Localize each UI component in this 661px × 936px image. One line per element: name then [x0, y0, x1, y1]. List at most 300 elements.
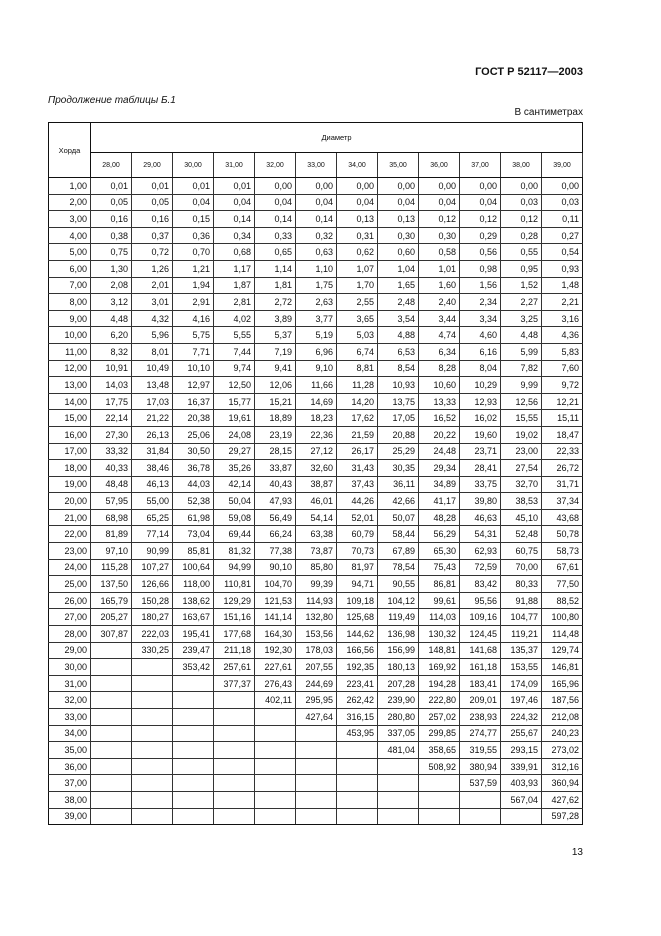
table-cell: 293,15: [501, 742, 542, 759]
table-cell: [173, 742, 214, 759]
table-cell: 44,26: [337, 493, 378, 510]
table-cell: 115,28: [91, 559, 132, 576]
table-cell: [132, 675, 173, 692]
table-cell: 240,23: [542, 725, 583, 742]
table-cell: 38,53: [501, 493, 542, 510]
chord-value-cell: 34,00: [49, 725, 91, 742]
table-cell: 52,48: [501, 526, 542, 543]
table-cell: 1,87: [214, 277, 255, 294]
page-number: 13: [571, 847, 583, 858]
table-cell: 597,28: [542, 808, 583, 825]
table-cell: 110,81: [214, 576, 255, 593]
chord-value-cell: 29,00: [49, 642, 91, 659]
table-cell: 3,44: [419, 310, 460, 327]
table-row: [49, 410, 583, 427]
table-cell: 40,33: [91, 460, 132, 477]
table-cell: 165,96: [542, 675, 583, 692]
table-cell: 58,73: [542, 543, 583, 560]
table-cell: 60,79: [337, 526, 378, 543]
table-cell: 23,19: [255, 426, 296, 443]
table-row: [49, 260, 583, 277]
chord-value-cell: 3,00: [49, 211, 91, 228]
table-cell: [337, 775, 378, 792]
table-cell: 165,79: [91, 592, 132, 609]
table-cell: 1,26: [132, 260, 173, 277]
table-cell: 13,48: [132, 377, 173, 394]
table-cell: 4,36: [542, 327, 583, 344]
table-cell: 19,60: [460, 426, 501, 443]
table-cell: [378, 791, 419, 808]
table-cell: 316,15: [337, 709, 378, 726]
chord-value-cell: 20,00: [49, 493, 91, 510]
table-cell: 5,55: [214, 327, 255, 344]
table-cell: 339,91: [501, 758, 542, 775]
table-cell: 0,00: [255, 178, 296, 195]
table-cell: 0,04: [337, 194, 378, 211]
table-cell: 8,32: [91, 343, 132, 360]
table-cell: 114,03: [419, 609, 460, 626]
table-cell: 52,01: [337, 509, 378, 526]
table-cell: [255, 775, 296, 792]
table-cell: 46,63: [460, 509, 501, 526]
table-cell: 0,62: [337, 244, 378, 261]
table-cell: 38,87: [296, 476, 337, 493]
table-cell: [214, 791, 255, 808]
table-cell: 0,30: [419, 227, 460, 244]
table-cell: 0,65: [255, 244, 296, 261]
table-body: [49, 178, 583, 825]
table-cell: 95,56: [460, 592, 501, 609]
table-cell: 21,59: [337, 426, 378, 443]
table-cell: 299,85: [419, 725, 460, 742]
table-cell: 12,50: [214, 377, 255, 394]
diameter-column-header: 36,00: [419, 153, 460, 178]
table-cell: 26,13: [132, 426, 173, 443]
chord-value-cell: 27,00: [49, 609, 91, 626]
table-cell: 3,12: [91, 294, 132, 311]
table-cell: 17,05: [378, 410, 419, 427]
table-cell: 4,48: [501, 327, 542, 344]
table-cell: 83,42: [460, 576, 501, 593]
table-cell: 8,04: [460, 360, 501, 377]
table-cell: 0,54: [542, 244, 583, 261]
table-cell: 8,28: [419, 360, 460, 377]
table-cell: 15,21: [255, 393, 296, 410]
table-row: [49, 592, 583, 609]
table-cell: 273,02: [542, 742, 583, 759]
diameter-column-header: 34,00: [337, 153, 378, 178]
table-cell: [132, 725, 173, 742]
table-cell: 403,93: [501, 775, 542, 792]
diameter-column-header: 32,00: [255, 153, 296, 178]
table-cell: 73,87: [296, 543, 337, 560]
table-cell: 151,16: [214, 609, 255, 626]
table-cell: 0,04: [296, 194, 337, 211]
table-cell: 295,95: [296, 692, 337, 709]
table-cell: 10,29: [460, 377, 501, 394]
table-cell: 26,72: [542, 460, 583, 477]
table-cell: [91, 675, 132, 692]
chord-value-cell: 5,00: [49, 244, 91, 261]
table-row: [49, 559, 583, 576]
table-cell: 360,94: [542, 775, 583, 792]
table-cell: [296, 808, 337, 825]
table-row: [49, 493, 583, 510]
table-cell: 276,43: [255, 675, 296, 692]
table-cell: 29,34: [419, 460, 460, 477]
table-cell: 11,66: [296, 377, 337, 394]
table-cell: [91, 775, 132, 792]
table-cell: 0,14: [214, 211, 255, 228]
table-cell: 224,32: [501, 709, 542, 726]
table-cell: 0,27: [542, 227, 583, 244]
table-cell: [91, 742, 132, 759]
table-cell: 222,80: [419, 692, 460, 709]
table-cell: 86,81: [419, 576, 460, 593]
table-cell: 380,94: [460, 758, 501, 775]
table-row: [49, 393, 583, 410]
table-cell: 14,03: [91, 377, 132, 394]
table-row: [49, 509, 583, 526]
table-cell: 48,48: [91, 476, 132, 493]
table-cell: 12,56: [501, 393, 542, 410]
table-cell: 2,21: [542, 294, 583, 311]
table-row: [49, 808, 583, 825]
table-cell: 0,00: [296, 178, 337, 195]
table-cell: 166,56: [337, 642, 378, 659]
table-cell: 257,61: [214, 659, 255, 676]
table-cell: 28,15: [255, 443, 296, 460]
table-cell: 3,16: [542, 310, 583, 327]
table-cell: 67,61: [542, 559, 583, 576]
table-cell: 1,56: [460, 277, 501, 294]
table-cell: [132, 775, 173, 792]
table-cell: 50,78: [542, 526, 583, 543]
table-row: [49, 244, 583, 261]
table-cell: 8,54: [378, 360, 419, 377]
table-cell: 43,68: [542, 509, 583, 526]
table-cell: 5,83: [542, 343, 583, 360]
table-row: [49, 377, 583, 394]
table-cell: 68,98: [91, 509, 132, 526]
table-cell: 22,14: [91, 410, 132, 427]
table-cell: 0,36: [173, 227, 214, 244]
table-row: [49, 426, 583, 443]
table-cell: 21,22: [132, 410, 173, 427]
diameter-column-header: 29,00: [132, 153, 173, 178]
table-cell: 77,50: [542, 576, 583, 593]
table-cell: 46,13: [132, 476, 173, 493]
table-cell: 124,45: [460, 626, 501, 643]
table-cell: 104,70: [255, 576, 296, 593]
table-row: [49, 576, 583, 593]
table-cell: 23,71: [460, 443, 501, 460]
table-cell: 2,08: [91, 277, 132, 294]
chord-value-cell: 37,00: [49, 775, 91, 792]
table-cell: 195,41: [173, 626, 214, 643]
table-cell: 177,68: [214, 626, 255, 643]
table-cell: 10,91: [91, 360, 132, 377]
table-cell: 12,21: [542, 393, 583, 410]
table-cell: 56,29: [419, 526, 460, 543]
table-cell: 107,27: [132, 559, 173, 576]
table-cell: 17,03: [132, 393, 173, 410]
table-cell: [378, 808, 419, 825]
table-cell: 88,52: [542, 592, 583, 609]
table-cell: 0,04: [214, 194, 255, 211]
table-cell: [255, 808, 296, 825]
table-cell: 1,52: [501, 277, 542, 294]
table-cell: 1,07: [337, 260, 378, 277]
table-cell: 0,56: [460, 244, 501, 261]
table-cell: [296, 725, 337, 742]
table-cell: 180,13: [378, 659, 419, 676]
table-cell: 118,00: [173, 576, 214, 593]
table-cell: 8,01: [132, 343, 173, 360]
table-cell: 18,47: [542, 426, 583, 443]
table-cell: 262,42: [337, 692, 378, 709]
table-cell: 31,43: [337, 460, 378, 477]
table-cell: 109,16: [460, 609, 501, 626]
table-cell: 207,28: [378, 675, 419, 692]
table-cell: 0,28: [501, 227, 542, 244]
table-cell: 70,73: [337, 543, 378, 560]
table-cell: [419, 775, 460, 792]
table-cell: 156,99: [378, 642, 419, 659]
table-cell: 16,37: [173, 393, 214, 410]
table-cell: 238,93: [460, 709, 501, 726]
table-cell: [132, 808, 173, 825]
table-cell: 67,89: [378, 543, 419, 560]
chord-value-cell: 22,00: [49, 526, 91, 543]
table-cell: 61,98: [173, 509, 214, 526]
table-row: [49, 460, 583, 477]
table-cell: 427,62: [542, 791, 583, 808]
table-cell: [255, 709, 296, 726]
table-cell: 6,96: [296, 343, 337, 360]
table-cell: 0,13: [378, 211, 419, 228]
table-cell: 0,58: [419, 244, 460, 261]
table-cell: 104,77: [501, 609, 542, 626]
table-cell: 36,78: [173, 460, 214, 477]
table-cell: 0,13: [337, 211, 378, 228]
table-cell: 0,55: [501, 244, 542, 261]
table-row: [49, 211, 583, 228]
table-row: [49, 709, 583, 726]
table-row: [49, 626, 583, 643]
table-cell: [91, 808, 132, 825]
table-cell: 0,63: [296, 244, 337, 261]
table-cell: 80,33: [501, 576, 542, 593]
table-cell: 0,37: [132, 227, 173, 244]
table-cell: 9,74: [214, 360, 255, 377]
table-cell: 3,54: [378, 310, 419, 327]
table-cell: 6,74: [337, 343, 378, 360]
table-cell: 0,11: [542, 211, 583, 228]
table-cell: 244,69: [296, 675, 337, 692]
table-cell: 0,38: [91, 227, 132, 244]
chord-value-cell: 15,00: [49, 410, 91, 427]
chord-value-cell: 30,00: [49, 659, 91, 676]
table-cell: 0,75: [91, 244, 132, 261]
chord-value-cell: 14,00: [49, 393, 91, 410]
diameter-column-header: 33,00: [296, 153, 337, 178]
table-cell: 3,34: [460, 310, 501, 327]
diameter-column-header: 30,00: [173, 153, 214, 178]
table-cell: [91, 692, 132, 709]
table-cell: 12,97: [173, 377, 214, 394]
table-cell: 481,04: [378, 742, 419, 759]
table-cell: [214, 692, 255, 709]
table-cell: 5,99: [501, 343, 542, 360]
table-cell: 0,12: [419, 211, 460, 228]
table-cell: [378, 775, 419, 792]
table-cell: [173, 808, 214, 825]
chord-value-cell: 17,00: [49, 443, 91, 460]
table-row: [49, 476, 583, 493]
chord-value-cell: 28,00: [49, 626, 91, 643]
table-cell: [378, 758, 419, 775]
table-cell: 0,00: [378, 178, 419, 195]
table-cell: 3,77: [296, 310, 337, 327]
table-header: [49, 123, 583, 178]
table-cell: 239,90: [378, 692, 419, 709]
table-cell: 1,04: [378, 260, 419, 277]
table-cell: 125,68: [337, 609, 378, 626]
table-cell: 319,55: [460, 742, 501, 759]
table-cell: 24,08: [214, 426, 255, 443]
table-cell: 3,89: [255, 310, 296, 327]
chord-value-cell: 1,00: [49, 178, 91, 195]
table-cell: 0,31: [337, 227, 378, 244]
table-cell: 45,10: [501, 509, 542, 526]
table-cell: 130,32: [419, 626, 460, 643]
table-cell: 169,92: [419, 659, 460, 676]
table-cell: 5,96: [132, 327, 173, 344]
table-cell: 13,75: [378, 393, 419, 410]
table-cell: [214, 775, 255, 792]
table-cell: 4,88: [378, 327, 419, 344]
table-cell: 239,47: [173, 642, 214, 659]
table-cell: [91, 642, 132, 659]
chord-value-cell: 2,00: [49, 194, 91, 211]
table-cell: 274,77: [460, 725, 501, 742]
table-cell: 1,70: [337, 277, 378, 294]
table-cell: 1,01: [419, 260, 460, 277]
table-cell: 9,10: [296, 360, 337, 377]
table-cell: 3,65: [337, 310, 378, 327]
table-cell: 97,10: [91, 543, 132, 560]
table-cell: 137,50: [91, 576, 132, 593]
table-cell: 69,44: [214, 526, 255, 543]
table-cell: 81,32: [214, 543, 255, 560]
table-cell: 2,81: [214, 294, 255, 311]
chord-value-cell: 21,00: [49, 509, 91, 526]
table-cell: 7,71: [173, 343, 214, 360]
table-cell: 0,00: [501, 178, 542, 195]
table-cell: [173, 758, 214, 775]
table-cell: 54,14: [296, 509, 337, 526]
table-cell: 2,91: [173, 294, 214, 311]
diameter-column-header: 28,00: [91, 153, 132, 178]
table-cell: 0,04: [460, 194, 501, 211]
table-cell: 119,21: [501, 626, 542, 643]
table-cell: [296, 791, 337, 808]
table-cell: 508,92: [419, 758, 460, 775]
table-cell: 73,04: [173, 526, 214, 543]
table-cell: 39,80: [460, 493, 501, 510]
table-cell: 81,97: [337, 559, 378, 576]
table-row: [49, 609, 583, 626]
diameter-column-header: 35,00: [378, 153, 419, 178]
table-cell: 19,61: [214, 410, 255, 427]
table-cell: 0,00: [460, 178, 501, 195]
table-cell: 65,25: [132, 509, 173, 526]
table-cell: 50,04: [214, 493, 255, 510]
diameter-column-header: 37,00: [460, 153, 501, 178]
table-cell: 31,71: [542, 476, 583, 493]
chord-diameter-table: [48, 122, 583, 825]
table-cell: 4,74: [419, 327, 460, 344]
table-cell: 161,18: [460, 659, 501, 676]
table-cell: 227,61: [255, 659, 296, 676]
table-row: [49, 294, 583, 311]
table-cell: 337,05: [378, 725, 419, 742]
table-cell: 209,01: [460, 692, 501, 709]
table-cell: 37,43: [337, 476, 378, 493]
table-cell: 2,63: [296, 294, 337, 311]
table-row: [49, 360, 583, 377]
table-cell: 212,08: [542, 709, 583, 726]
table-cell: [296, 758, 337, 775]
table-cell: [173, 675, 214, 692]
table-cell: 0,04: [255, 194, 296, 211]
table-cell: 7,44: [214, 343, 255, 360]
table-cell: [173, 775, 214, 792]
table-cell: 27,12: [296, 443, 337, 460]
table-cell: 27,30: [91, 426, 132, 443]
table-cell: [337, 791, 378, 808]
table-cell: 94,99: [214, 559, 255, 576]
table-row: [49, 543, 583, 560]
table-row: [49, 526, 583, 543]
table-cell: 207,55: [296, 659, 337, 676]
chord-column-header: Хорда: [49, 123, 91, 178]
table-cell: 7,82: [501, 360, 542, 377]
table-cell: 34,89: [419, 476, 460, 493]
table-cell: 65,30: [419, 543, 460, 560]
table-cell: 66,24: [255, 526, 296, 543]
table-cell: 17,62: [337, 410, 378, 427]
table-cell: 100,80: [542, 609, 583, 626]
table-cell: 70,00: [501, 559, 542, 576]
table-row: [49, 692, 583, 709]
table-cell: [255, 725, 296, 742]
table-cell: 2,55: [337, 294, 378, 311]
table-cell: 57,95: [91, 493, 132, 510]
diameter-column-header: 31,00: [214, 153, 255, 178]
table-cell: 35,26: [214, 460, 255, 477]
chord-value-cell: 26,00: [49, 592, 91, 609]
table-cell: 141,68: [460, 642, 501, 659]
table-cell: 1,65: [378, 277, 419, 294]
table-cell: 30,50: [173, 443, 214, 460]
table-cell: 56,49: [255, 509, 296, 526]
table-row: [49, 194, 583, 211]
chord-value-cell: 8,00: [49, 294, 91, 311]
table-cell: 20,88: [378, 426, 419, 443]
table-cell: 37,34: [542, 493, 583, 510]
